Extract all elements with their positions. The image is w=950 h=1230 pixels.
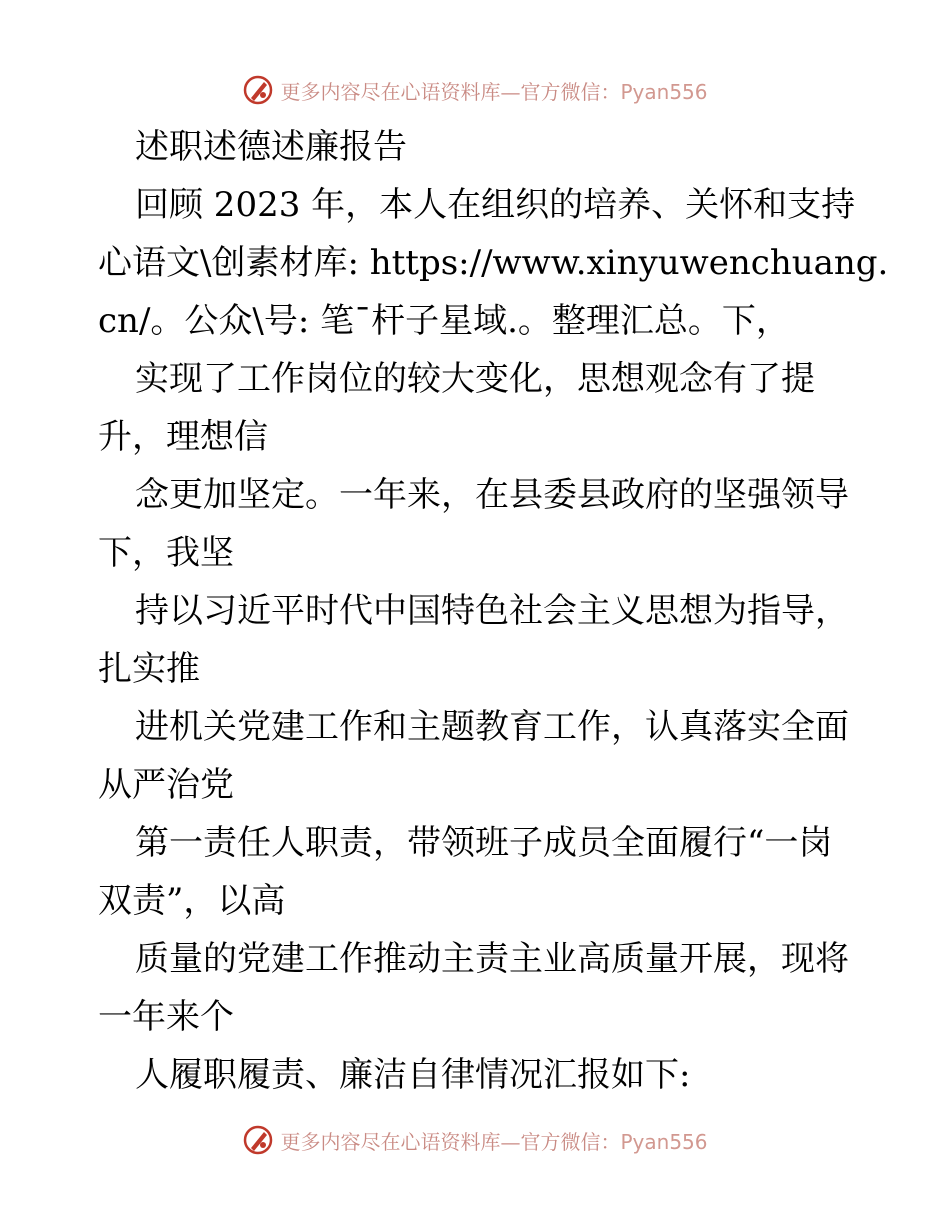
document-line: 质量的党建工作推动主责主业高质量开展，现将 (135, 939, 849, 979)
logo-icon (242, 1124, 274, 1156)
document-line: 第一责任人职责，带领班子成员全面履行“一岗 (135, 823, 833, 863)
document-line: 进机关党建工作和主题教育工作，认真落实全面 (135, 707, 849, 747)
footer-banner-content (242, 1124, 707, 1156)
document-line: 人履职履责、廉洁自律情况汇报如下: (135, 1055, 691, 1095)
banner-text (280, 76, 707, 105)
header-banner-content (242, 74, 707, 106)
footer-banner (0, 1120, 950, 1160)
document-line: 心语文\创素材库: https://www.xinyuwenchuang. (98, 243, 889, 283)
document-line: 从严治党 (98, 765, 234, 805)
document-line: 念更加坚定。一年来，在县委县政府的坚强领导 (135, 475, 849, 515)
banner-text (280, 1126, 707, 1155)
document-line: 回顾 2023 年，本人在组织的培养、关怀和支持 (135, 185, 856, 225)
document-line: 一年来个 (98, 997, 234, 1037)
document-line: 实现了工作岗位的较大变化，思想观念有了提 (135, 359, 815, 399)
banner-wechat-id: Pyan556 (620, 79, 708, 104)
document-line: 双责”，以高 (98, 881, 286, 921)
document-line: 下，我坚 (98, 533, 234, 573)
document-body (98, 118, 889, 1104)
header-banner (0, 70, 950, 110)
logo-icon (242, 74, 274, 106)
document-line: 升，理想信 (98, 417, 268, 457)
document-line: cn/。公众\号: 笔¯杆子星域.。整理汇总。下， (98, 301, 790, 341)
banner-label: 更多内容尽在心语资料库—官方微信： (280, 1129, 621, 1154)
document-line: 持以习近平时代中国特色社会主义思想为指导， (135, 591, 849, 631)
banner-wechat-id: Pyan556 (620, 1129, 708, 1154)
document-line: 述职述德述廉报告 (135, 127, 407, 167)
banner-label: 更多内容尽在心语资料库—官方微信： (280, 79, 621, 104)
document-line: 扎实推 (98, 649, 200, 689)
